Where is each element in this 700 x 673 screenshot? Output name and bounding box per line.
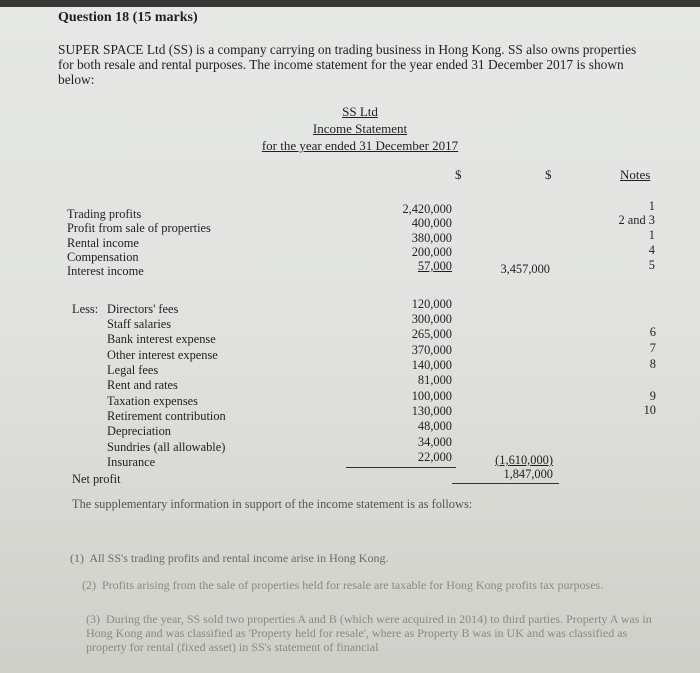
expense-amount: 22,000	[417, 450, 452, 464]
expense-label: Directors' fees	[107, 302, 179, 316]
net-profit-label: Net profit	[72, 472, 121, 486]
subtotal-rule	[346, 467, 456, 468]
expense-label: Retirement contribution	[107, 409, 226, 423]
expense-label: Taxation expenses	[107, 394, 198, 408]
supplementary-item	[70, 551, 650, 565]
income-amount: 57,000	[417, 259, 452, 273]
item-number: (1)	[70, 551, 84, 565]
expense-label: Legal fees	[107, 363, 159, 377]
supplementary-intro: The supplementary information in support of the income statement is as follows:	[72, 497, 473, 511]
expense-note: 7	[649, 341, 656, 355]
less-label: Less:	[72, 302, 99, 316]
supplementary-item	[86, 612, 661, 654]
income-label: Compensation	[67, 250, 139, 264]
expense-note: 9	[649, 389, 656, 403]
income-note: 5	[648, 258, 655, 272]
expense-note: 8	[649, 357, 656, 371]
top-edge-shadow	[0, 0, 700, 7]
statement-title: Income Statement	[312, 121, 408, 136]
question-intro: SUPER SPACE Ltd (SS) is a company carrying on trading business in Hong Kong. SS also owns properties for both resale and rental purposes. The income statement for the year ended 31 December 2017 is shown below:	[58, 42, 637, 87]
expense-label: Bank interest expense	[107, 332, 216, 346]
item-number: (2)	[82, 578, 96, 592]
notes-header: Notes	[620, 167, 651, 182]
expense-label: Insurance	[107, 455, 156, 469]
expense-label: Rent and rates	[107, 378, 178, 392]
item-number: (3)	[86, 612, 100, 626]
expense-amount: 48,000	[417, 419, 452, 433]
income-label: Profit from sale of properties	[67, 221, 211, 235]
expense-amount: 100,000	[411, 389, 452, 403]
income-amount: 200,000	[411, 245, 452, 259]
question-heading: Question 18 (15 marks)	[58, 10, 198, 25]
column-header-1: $	[455, 167, 462, 182]
expense-amount: 120,000	[411, 297, 452, 311]
income-amount: 2,420,000	[402, 202, 452, 216]
statement-period: for the year ended 31 December 2017	[261, 138, 459, 153]
total-rule	[452, 483, 559, 484]
column-header-2: $	[545, 167, 552, 182]
income-amount: 400,000	[411, 216, 452, 230]
expense-amount: 140,000	[411, 358, 452, 372]
item-text: During the year, SS sold two properties A and B (which were acquired in 2014) to third parties. Property A was in Hong Kong and was classified as 'Property held for resale', where as Property B was in UK and was classified as property for rental (fixed asset) in SS's statement of financial	[86, 612, 652, 654]
income-label: Interest income	[67, 264, 144, 278]
expense-amount: 130,000	[411, 404, 452, 418]
income-total: 3,457,000	[500, 262, 550, 276]
expense-amount: 265,000	[411, 327, 452, 341]
supplementary-item	[82, 578, 642, 592]
expense-label: Staff salaries	[107, 317, 172, 331]
expense-amount: 370,000	[411, 343, 452, 357]
expense-label: Other interest expense	[107, 348, 218, 362]
expense-note: 6	[649, 325, 656, 339]
expense-note: 10	[643, 403, 656, 417]
income-label: Rental income	[67, 236, 139, 250]
income-note: 1	[648, 199, 655, 213]
expense-amount: 300,000	[411, 312, 452, 326]
expense-total: (1,610,000)	[495, 453, 553, 467]
income-note: 2 and 3	[618, 213, 655, 227]
income-note: 4	[648, 243, 655, 257]
income-amount: 380,000	[411, 231, 452, 245]
expense-label: Depreciation	[107, 424, 171, 438]
expense-label: Sundries (all allowable)	[107, 440, 226, 454]
income-label: Trading profits	[67, 207, 142, 221]
company-name: SS Ltd	[342, 104, 378, 119]
net-profit-amount: 1,847,000	[503, 467, 553, 481]
expense-amount: 81,000	[417, 373, 452, 387]
item-text: All SS's trading profits and rental income arise in Hong Kong.	[89, 551, 389, 565]
expense-amount: 34,000	[417, 435, 452, 449]
item-text: Profits arising from the sale of properties held for resale are taxable for Hong Kong profits tax purposes.	[102, 578, 604, 592]
income-note: 1	[648, 228, 655, 242]
